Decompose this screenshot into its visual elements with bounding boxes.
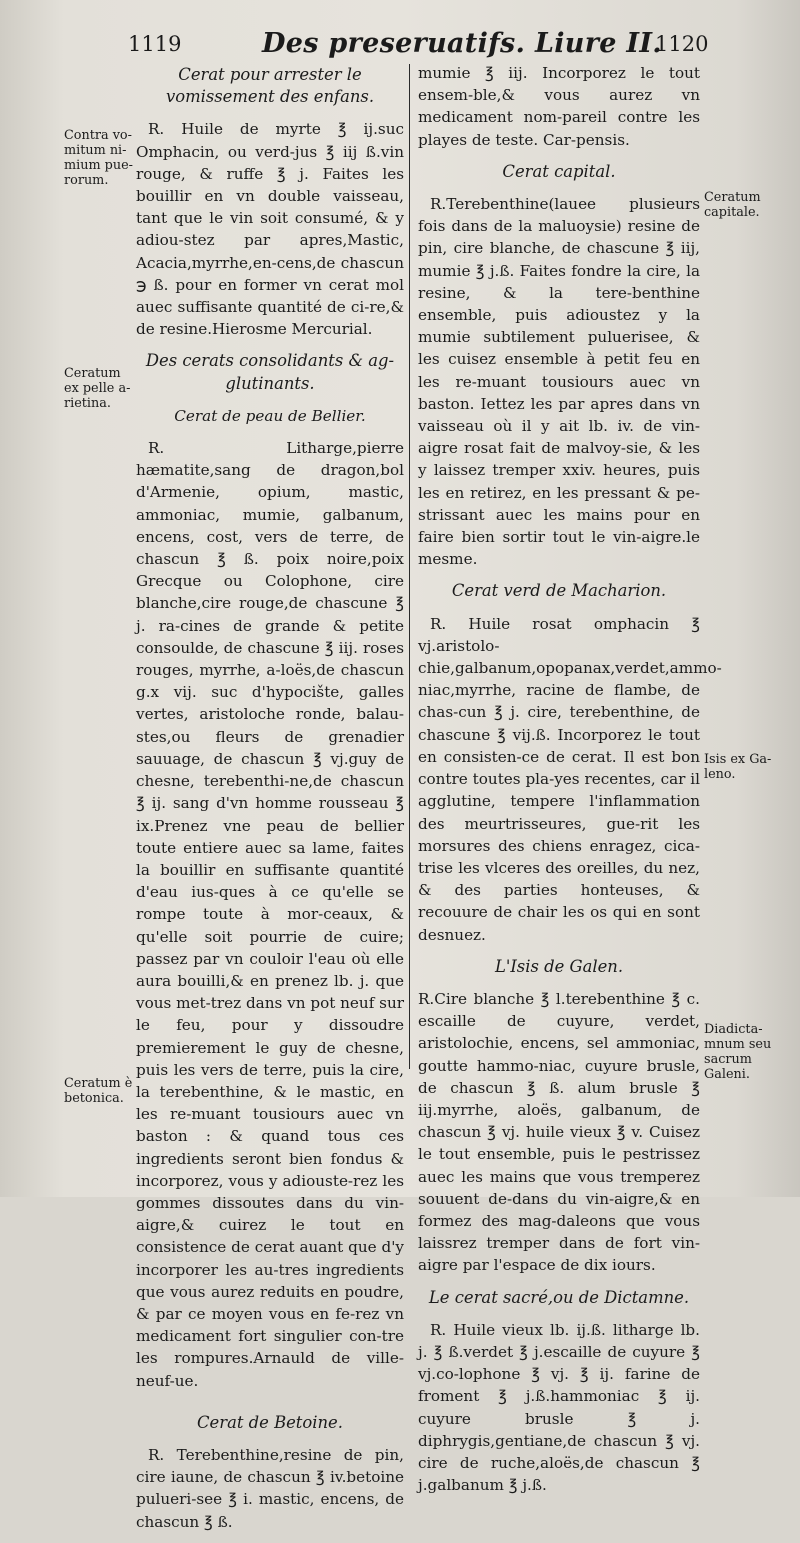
section-text-betoine: R. Terebenthine,resine de pin, cire iaune, de chascun ℥ iv.betoine pulueri-see ℥ i. mastic, encens, de chascun ℥ ß. <box>136 1445 404 1531</box>
section-text-isis-galen: R.Cire blanche ℥ l.terebenthine ℥ c. escaille de cuyure, verdet, aristolochie, encens, sel ammoniac, goutte hammo-niac, cuyure brusle, de chascun ℥ ß. alum brusle ℥ iij.myrrhe, aloës, galbanum, de chascun ℥ vj. huile vieux ℥ v. Cuisez le tout ensemble, puis le pestrissez auec les mains que vous tremperez souuent de-dans du vin-aigre,& en formez des mag-daleons que vous laissrez tremper dans de fort vin-aigre par l'espace de dix iours. <box>418 989 700 1275</box>
section-text-cerat-verd: R. Huile rosat omphacin ℥ vj.aristolo-chie,galbanum,opopanax,verdet,ammo-niac,myrrhe, racine de flambe, de chas-cun ℥ j. cire, terebenthine, de chascune ℥ vij.ß. Incorporez le tout en consisten-ce de cerat. Il est bon contre toutes pla-yes recentes, car il agglutine, tempere l'inflammation des meurtrisseures, gue-rit les morsures des chiens enragez, cica-trise les vlceres des oreilles, du nez, & des parties honteuses, & recouure de chair les os qui en sont desnuez. <box>418 614 722 944</box>
left-column <box>136 62 404 1543</box>
margin-note-isis: Isis ex Ga-leno. <box>704 752 772 782</box>
section-heading-cerat-vomissement: Cerat pour arrester le vomissement des enfans. <box>165 65 375 107</box>
margin-note-betonica: Ceratum è betonica. <box>64 1076 133 1106</box>
page-number-left: 1119 <box>128 32 182 56</box>
section-text-cerat-capital: R.Terebenthine(lauee plusieurs fois dans de la maluoysie) resine de pin, cire blanche, de chascune ℥ iij, mumie ℥ j.ß. Faites fondre la cire, la resine, & la tere-benthine ensemble, puis adioustez y la mumie subtilement puluerisee, & les cuisez ensemble à petit feu en les re-muant tousiours auec vn baston. Iettez les par apres dans vn vaisseau où il y ait lb. iv. de vin-aigre rosat fait de malvoy-sie, & les y laissez tremper xxiv. heures, puis les en retirez, en les pressant & pe-strissant auec les mains pour en faire bien sortir tout le vin-aigre.le mesme. <box>418 195 700 569</box>
section-heading-cerats-consolidants: Des cerats consolidants & ag-glutinants. <box>145 351 395 393</box>
margin-note-contra-vomitum: Contra vo-mitum ni-mium pue-rorum. <box>64 128 134 188</box>
continued-text-mumie: mumie ℥ iij. Incorporez le tout ensem-ble,& vous aurez vn medicament nom-pareil contre les playes de teste. Car-pensis. <box>418 64 700 149</box>
margin-note-capitale: Ceratum capitale. <box>704 190 761 220</box>
section-heading-betoine: Cerat de Betoine. <box>197 1412 343 1432</box>
section-text-cerat-vomissement: R. Huile de myrte ℥ ij.suc Omphacin, ou verd-jus ℥ iij ß.vin rouge, & ruffe ℥ j. Faites les bouillir en vn double vaisseau, tant que le vin soit consumé, & y adiou-stez par apres,Mastic, Acacia,myrrhe,en-cens,de chascun ℈ ß. pour en former vn cerat mol auec suffisante quantité de ci-re,& de resine.Hierosme Mercurial. <box>136 120 404 339</box>
margin-note-ex-pelle: Ceratum ex pelle a-rietina. <box>64 366 131 411</box>
page-number-right: 1120 <box>655 32 709 56</box>
column-divider <box>409 64 410 1069</box>
right-column <box>418 62 722 1506</box>
margin-note-diadictamnum: Diadicta-mnum seu sacrum Galeni. <box>704 1022 772 1082</box>
section-text-cerat-sacre: R. Huile vieux lb. ij.ß. litharge lb. j. ℥ ß.verdet ℥ j.escaille de cuyure ℥ vj.co-lophone ℥ vj. ℥ ij. farine de froment ℥ j.ß.hammoniac ℥ ij. cuyure brusle ℥ j. diphrygis,gentiane,de chascun ℥ vj. cire de ruche,aloës,de chascun ℥ j.galbanum ℥ j.ß. <box>418 1320 700 1495</box>
section-heading-cerat-verd: Cerat verd de Macharion. <box>451 581 667 601</box>
running-title: Des preseruatifs. Liure II. <box>262 28 662 59</box>
section-heading-cerat-capital: Cerat capital. <box>502 161 616 181</box>
section-text-peau-bellier: R. Litharge,pierre hæmatite,sang de dragon,bol d'Armenie, opium, mastic, ammoniac, mumie, galbanum, encens, cost, vers de terre, de chascun ℥ ß. poix noire,poix Grecque ou Colophone, cire blanche,cire rouge,de chascune ℥ j. ra-cines de grande & petite consoulde, de chascune ℥ iij. roses rouges, myrrhe, a-loës,de chascun g.x vij. suc d'hypocište, galles vertes, aristoloche ronde, balau-stes,ou fleurs de grenadier sauuage, de chascun ℥ vj.guy de chesne, terebenthi-ne,de chascun ℥ ij. sang d'vn homme rousseau ℥ ix.Prenez vne peau de bellier toute entiere auec sa lame, faites la bouillir en suffisante quantité d'eau ius-ques à ce qu'elle se rompe toute à mor-ceaux, & qu'elle soit pourrie de cuire; passez par vn couloir l'eau où elle aura bouilli,& en prenez lb. j. que vous met-trez dans vn pot neuf sur le feu, pour y dissoudre premierement le guy de chesne, puis les vers de terre, puis la cire, la terebenthine, & le mastic, en les re-muant tousiours auec vn baston : & quand tous ces ingredients seront bien fondus & incorporez, vous y adiouste-rez les gommes dissoutes dans du vin-aigre,& cuirez le tout en consistence de cerat auant que d'y incorporer les au-tres ingredients que vous aurez reduits en poudre, & par ce moyen vous en fe-rez vn medicament fort singulier con-tre les rompures.Arnauld de ville-neuf-ue. <box>136 439 404 1390</box>
section-heading-isis-galen: L'Isis de Galen. <box>494 956 624 976</box>
section-heading-peau-bellier: Cerat de peau de Bellier. <box>174 406 366 425</box>
section-heading-cerat-sacre: Le cerat sacré,ou de Dictamne. <box>428 1287 690 1307</box>
